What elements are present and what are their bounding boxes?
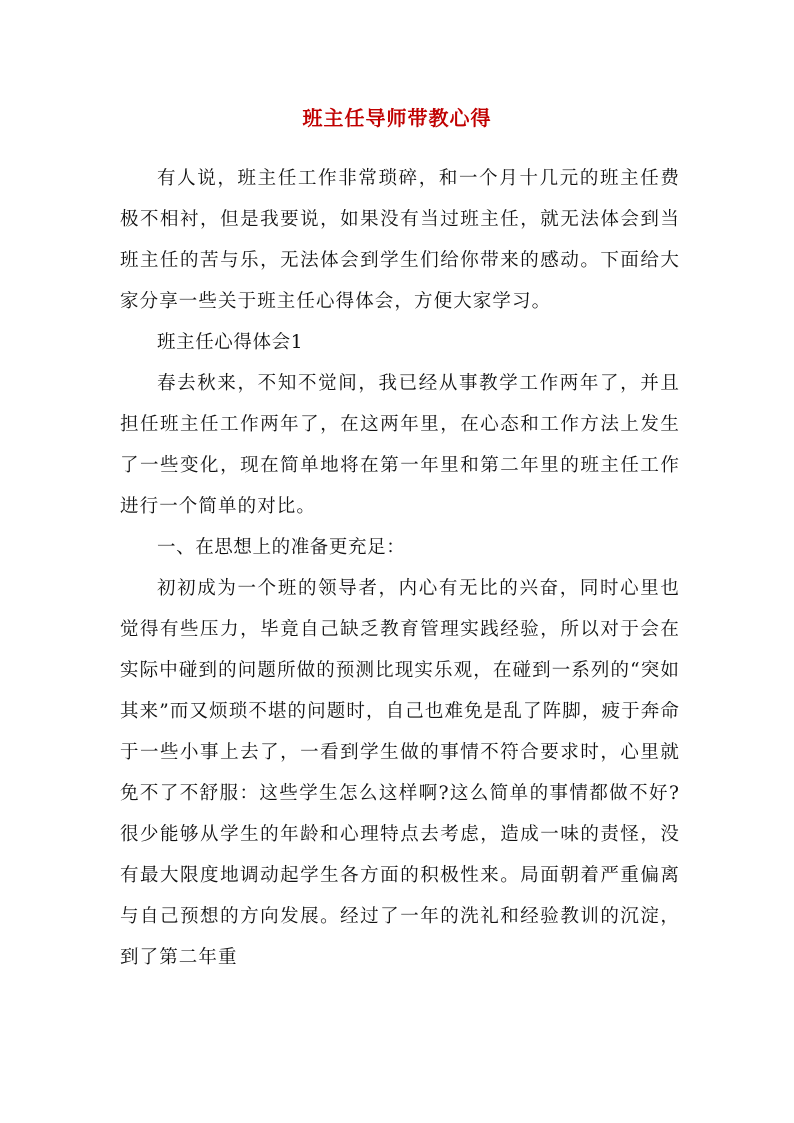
document-title: 班主任导师带教心得 (302, 106, 492, 130)
section-heading: 班主任心得体会1 (157, 332, 304, 353)
document-body (120, 158, 680, 978)
body-paragraph: 初初成为一个班的领导者，内心有无比的兴奋，同时心里也觉得有些压力，毕竟自己缺乏教育管理实践经验，所以对于会在实际中碰到的问题所做的预测比现实乐观，在碰到一系列的“突如其来”而又烦琐不堪的问题时，自己也难免是乱了阵脚，疲于奔命于一些小事上去了，一看到学生做的事情不符合要求时，心里就免不了不舒服：这些学生怎么这样啊?这么简单的事情都做不好?很少能够从学生的年龄和心理特点去考虑，造成一味的责怪，没有最大限度地调动起学生各方面的积极性来。局面朝着严重偏离与自己预想的方向发展。经过了一年的洗礼和经验教训的沉淀，到了第二年重 (120, 578, 680, 968)
intro-paragraph: 有人说，班主任工作非常琐碎，和一个月十几元的班主任费极不相衬，但是我要说，如果没有当过班主任，就无法体会到当班主任的苦与乐，无法体会到学生们给你带来的感动。下面给大家分享一些关于班主任心得体会，方便大家学习。 (120, 168, 680, 312)
body-paragraph: 春去秋来，不知不觉间，我已经从事教学工作两年了，并且担任班主任工作两年了，在这两年里，在心态和工作方法上发生了一些变化，现在简单地将在第一年里和第二年里的班主任工作进行一个简单的对比。 (120, 373, 680, 517)
subsection-heading: 一、在思想上的准备更充足： (157, 537, 406, 558)
